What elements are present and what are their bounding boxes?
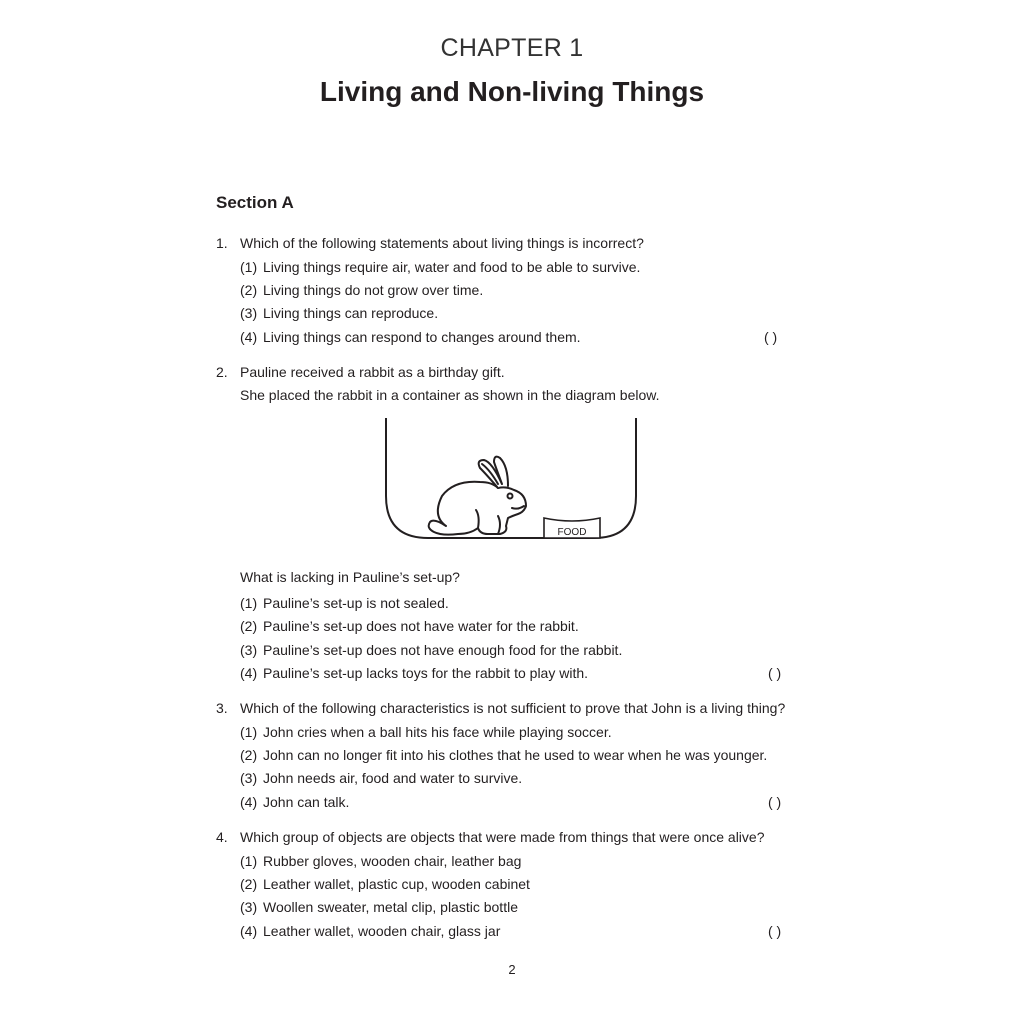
rabbit-container-diagram xyxy=(380,414,642,544)
option-number: (4) xyxy=(240,665,258,681)
option xyxy=(240,794,349,810)
answer-bracket[interactable]: ( ) xyxy=(764,329,778,345)
question-number: 3. xyxy=(216,700,228,716)
question-number: 4. xyxy=(216,829,228,845)
option xyxy=(240,724,612,740)
food-label: FOOD xyxy=(557,527,587,538)
option xyxy=(240,770,522,786)
option-number: (2) xyxy=(240,282,258,298)
option-number: (2) xyxy=(240,747,258,763)
option xyxy=(240,282,483,298)
option-text: Leather wallet, plastic cup, wooden cabinet xyxy=(263,876,530,892)
option-text: Living things require air, water and food to be able to survive. xyxy=(263,259,641,275)
answer-bracket[interactable]: ( ) xyxy=(768,923,782,939)
option-text: Living things do not grow over time. xyxy=(263,282,484,298)
option-number: (1) xyxy=(240,259,258,275)
option-text: Pauline’s set-up is not sealed. xyxy=(263,595,449,611)
page-number: 2 xyxy=(508,962,516,977)
option-text: Woollen sweater, metal clip, plastic bottle xyxy=(263,899,518,915)
option-text: Leather wallet, wooden chair, glass jar xyxy=(263,923,501,939)
option-text: Pauline’s set-up does not have enough food for the rabbit. xyxy=(263,642,623,658)
option-text: Living things can reproduce. xyxy=(263,305,439,321)
option-number: (1) xyxy=(240,853,258,869)
option xyxy=(240,899,518,915)
option xyxy=(240,595,449,611)
option-text: Rubber gloves, wooden chair, leather bag xyxy=(263,853,522,869)
option-number: (1) xyxy=(240,724,258,740)
option xyxy=(240,642,622,658)
option-number: (4) xyxy=(240,794,258,810)
option xyxy=(240,665,588,681)
question-text: Which group of objects are objects that were made from things that were once alive? xyxy=(240,829,765,845)
option-text: Pauline’s set-up lacks toys for the rabbit to play with. xyxy=(263,665,589,681)
option-number: (3) xyxy=(240,770,258,786)
option-number: (1) xyxy=(240,595,258,611)
food-bowl xyxy=(544,518,600,538)
option xyxy=(240,876,530,892)
option-number: (3) xyxy=(240,305,258,321)
option-number: (4) xyxy=(240,923,258,939)
question-text: Which of the following statements about living things is incorrect? xyxy=(240,235,644,251)
option xyxy=(240,259,640,275)
question-number: 1. xyxy=(216,235,228,251)
chapter-title: Living and Non-living Things xyxy=(319,76,705,107)
option xyxy=(240,329,581,345)
option-number: (4) xyxy=(240,329,258,345)
question-number: 2. xyxy=(216,364,228,380)
option-number: (3) xyxy=(240,642,258,658)
option xyxy=(240,923,500,939)
answer-bracket[interactable]: ( ) xyxy=(768,794,782,810)
option xyxy=(240,747,767,763)
option-text: Pauline’s set-up does not have water for the rabbit. xyxy=(263,618,579,634)
option-number: (3) xyxy=(240,899,258,915)
chapter-label: CHAPTER 1 xyxy=(440,34,584,62)
option xyxy=(240,305,438,321)
question-text: Pauline received a rabbit as a birthday gift. xyxy=(240,364,505,380)
option-number: (2) xyxy=(240,876,258,892)
option-text: John can talk. xyxy=(263,794,350,810)
question-text: She placed the rabbit in a container as shown in the diagram below. xyxy=(240,387,660,403)
option-number: (2) xyxy=(240,618,258,634)
option xyxy=(240,618,579,634)
section-heading: Section A xyxy=(216,193,294,212)
question-prompt: What is lacking in Pauline’s set-up? xyxy=(240,569,460,585)
option-text: John can no longer fit into his clothes that he used to wear when he was younger. xyxy=(263,747,768,763)
rabbit-icon xyxy=(429,457,526,535)
option-text: John cries when a ball hits his face while playing soccer. xyxy=(263,724,612,740)
option xyxy=(240,853,521,869)
option-text: John needs air, food and water to survive. xyxy=(263,770,523,786)
answer-bracket[interactable]: ( ) xyxy=(768,665,782,681)
question-text: Which of the following characteristics is not sufficient to prove that John is a living thing? xyxy=(240,700,786,716)
option-text: Living things can respond to changes around them. xyxy=(263,329,581,345)
